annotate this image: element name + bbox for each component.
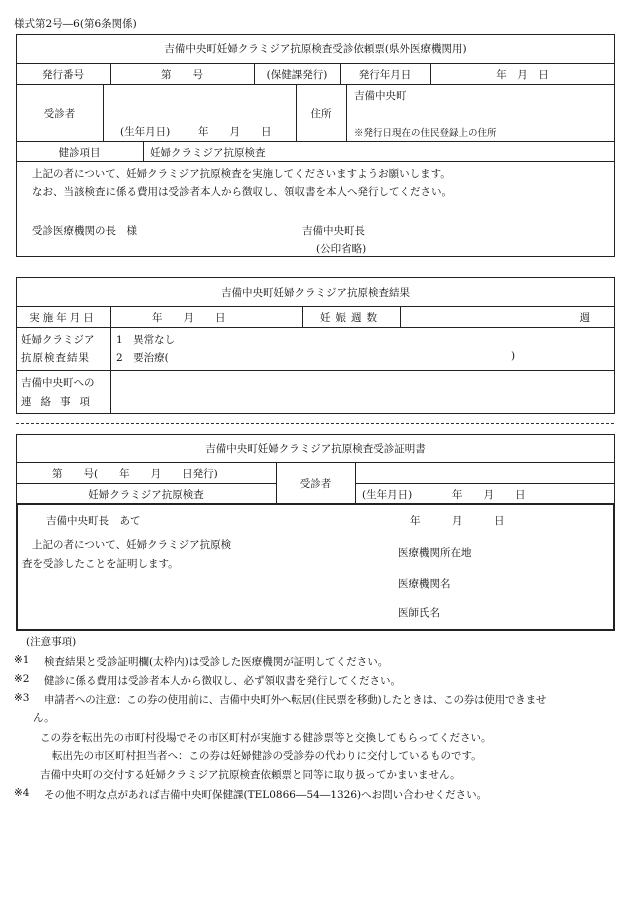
issue-number-value: 第 号 xyxy=(161,69,203,81)
note-3-line1: 申請者への注意：この券の使用前に、吉備中央町外へ転居(住民票を移動)したときは、この券は使用できませ xyxy=(44,694,547,706)
request-signer: 吉備中央町長 xyxy=(302,225,365,237)
request-addressee: 受診医療機関の長 様 xyxy=(32,225,137,237)
note-3-line5: 吉備中央町の交付する妊婦クラミジア抗原検査依頼票と同等に取り扱ってかまいません。 xyxy=(40,769,461,781)
request-body-line2: なお、当該検査に係る費用は受診者本人から徴収し、領収書を本人へ発行してください。 xyxy=(32,186,452,198)
note-3-line3: この券を転出先の市町村役場でその市区町村が実施する健診票等と交換してもらってください。 xyxy=(40,732,492,744)
patient-label: 受診者 xyxy=(43,108,76,120)
result-label-line1: 妊婦クラミジア xyxy=(21,334,95,346)
certificate-birth-label: (生年月日) xyxy=(362,489,413,501)
certificate-text-line1: 上記の者について、妊婦クラミジア抗原検 xyxy=(32,539,232,551)
clinic-name-label: 医療機関名 xyxy=(398,578,451,590)
certificate-text-line2: 査を受診したことを証明します。 xyxy=(22,558,179,570)
note-2: 健診に係る費用は受診者本人から徴収し、必ず領収書を発行してください。 xyxy=(44,675,401,687)
birth-value: 年 月 日 xyxy=(198,126,272,138)
note-2-mark: ※2 xyxy=(14,673,30,685)
cut-line xyxy=(16,423,614,424)
address-note: ※発行日現在の住民登録上の住所 xyxy=(354,128,497,139)
issue-date-value: 年 月 日 xyxy=(496,69,549,81)
result-option-treatment: 2 要治療( xyxy=(116,352,169,364)
result-option-treatment-close: ) xyxy=(511,350,516,362)
address-label: 住所 xyxy=(310,108,332,120)
certificate-birth-value: 年 月 日 xyxy=(452,489,526,501)
address-value: 吉備中央町 xyxy=(354,90,407,102)
pregnancy-weeks-label: 妊娠週数 xyxy=(320,312,382,324)
request-body-line1: 上記の者について、妊婦クラミジア抗原検査を実施してくださいますようお願いします。 xyxy=(32,168,451,180)
certificate-exam-name: 妊婦クラミジア抗原検査 xyxy=(88,489,204,501)
certificate-date: 年 月 日 xyxy=(410,515,505,527)
certificate-number: 第 号( 年 月 日発行) xyxy=(52,468,218,480)
seal-note: (公印省略) xyxy=(316,243,367,255)
note-4: その他不明な点があれば吉備中央町保健課(TEL0866―54―1326)へお問い合わせください。 xyxy=(44,789,488,801)
doctor-name-label: 医師氏名 xyxy=(398,607,440,619)
clinic-address-label: 医療機関所在地 xyxy=(398,547,472,559)
exam-item-value: 妊婦クラミジア抗原検査 xyxy=(150,147,266,159)
note-4-mark: ※4 xyxy=(14,787,30,799)
result-option-normal: 1 異常なし xyxy=(116,334,176,346)
birth-label: (生年月日) xyxy=(120,126,171,138)
issue-number-label: 発行番号 xyxy=(42,69,84,81)
exam-item-label: 健診項目 xyxy=(58,147,101,159)
pregnancy-weeks-value: 週 xyxy=(579,312,590,324)
notes-heading: (注意事項) xyxy=(26,636,77,648)
issuer-label: (保健課発行) xyxy=(266,69,328,81)
request-form-title: 吉備中央町妊婦クラミジア抗原検査受診依頼票(県外医療機関用) xyxy=(164,43,467,55)
note-3-line2: ん。 xyxy=(33,712,55,724)
note-1-mark: ※1 xyxy=(14,654,30,666)
note-3-mark: ※3 xyxy=(14,692,30,704)
certificate-patient-label: 受診者 xyxy=(299,478,332,490)
result-form-title: 吉備中央町妊婦クラミジア抗原検査結果 xyxy=(221,287,410,299)
certificate-addressee: 吉備中央町長 あて xyxy=(46,515,141,527)
certificate-title: 吉備中央町妊婦クラミジア抗原検査受診証明書 xyxy=(205,443,426,455)
note-3-line4: 転出先の市区町村担当者へ：この券は妊婦健診の受診券の代わりに交付しているものです。 xyxy=(52,750,482,762)
contact-label-line1: 吉備中央町への xyxy=(21,377,95,389)
exam-date-value: 年 月 日 xyxy=(152,312,226,324)
issue-date-label: 発行年月日 xyxy=(358,69,412,81)
contact-label-line2: 連絡事項 xyxy=(21,396,99,408)
form-id: 様式第2号―6(第6条関係) xyxy=(14,18,137,30)
exam-date-label: 実施年月日 xyxy=(29,312,97,324)
note-1: 検査結果と受診証明欄(太枠内)は受診した医療機関が証明してください。 xyxy=(44,656,389,668)
result-label-line2: 抗原検査結果 xyxy=(21,352,90,364)
